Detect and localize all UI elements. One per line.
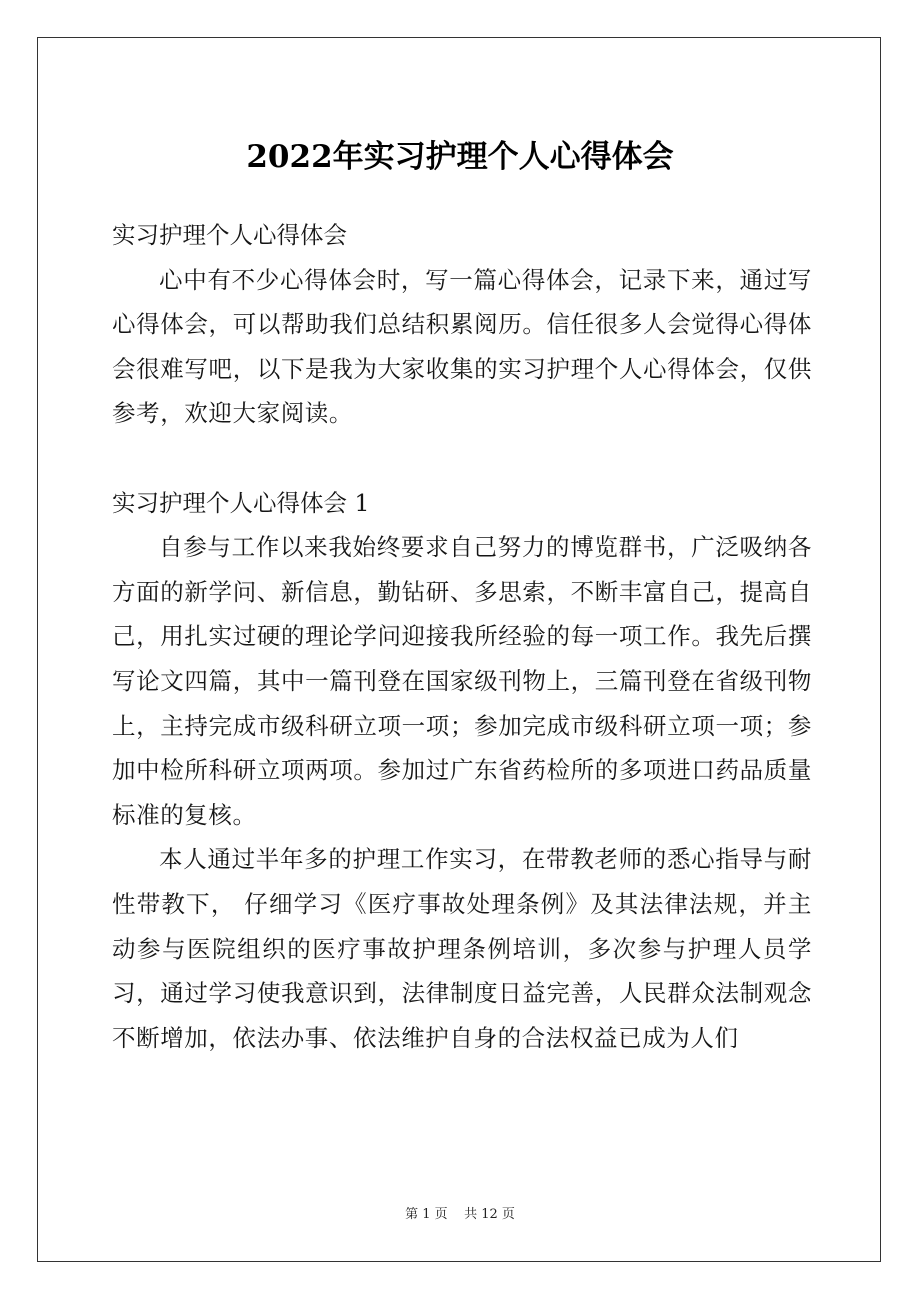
paragraph: 心中有不少心得体会时，写一篇心得体会，记录下来，通过写心得体会，可以帮助我们总结积累阅历。信任很多人会觉得心得体会很难写吧，以下是我为大家收集的实习护理个人心得体会，仅供参考，欢迎大家阅读。 (112, 265, 812, 428)
document-body (112, 213, 812, 1060)
paragraph: 本人通过半年多的护理工作实习，在带教老师的悉心指导与耐性带教下， 仔细学习《医疗事故处理条例》及其法律法规，并主动参与医院组织的医疗事故护理条例培训，多次参与护理人员学习，通过学习使我意识到，法律制度日益完善，人民群众法制观念不断增加，依法办事、依法维护自身的合法权益已成为人们 (112, 845, 812, 1052)
section-heading: 实习护理个人心得体会 (112, 221, 347, 249)
spacer (112, 436, 812, 481)
page-number-footer: 第 1 页 共 12 页 (405, 1207, 515, 1222)
document-title: 2022年实习护理个人心得体会 (246, 138, 674, 175)
section-heading: 实习护理个人心得体会 1 (112, 488, 370, 517)
section-intro (112, 213, 812, 436)
paragraph: 自参与工作以来我始终要求自己努力的博览群书，广泛吸纳各方面的新学问、新信息，勤钻研、多思索，不断丰富自己，提高自己，用扎实过硬的理论学问迎接我所经验的每一项工作。我先后撰写论文四篇，其中一篇刊登在国家级刊物上，三篇刊登在省级刊物上，主持完成市级科研立项一项；参加完成市级科研立项一项；参加中检所科研立项两项。参加过广东省药检所的多项进口药品质量标准的复核。 (112, 533, 812, 829)
section-1 (112, 481, 812, 1061)
